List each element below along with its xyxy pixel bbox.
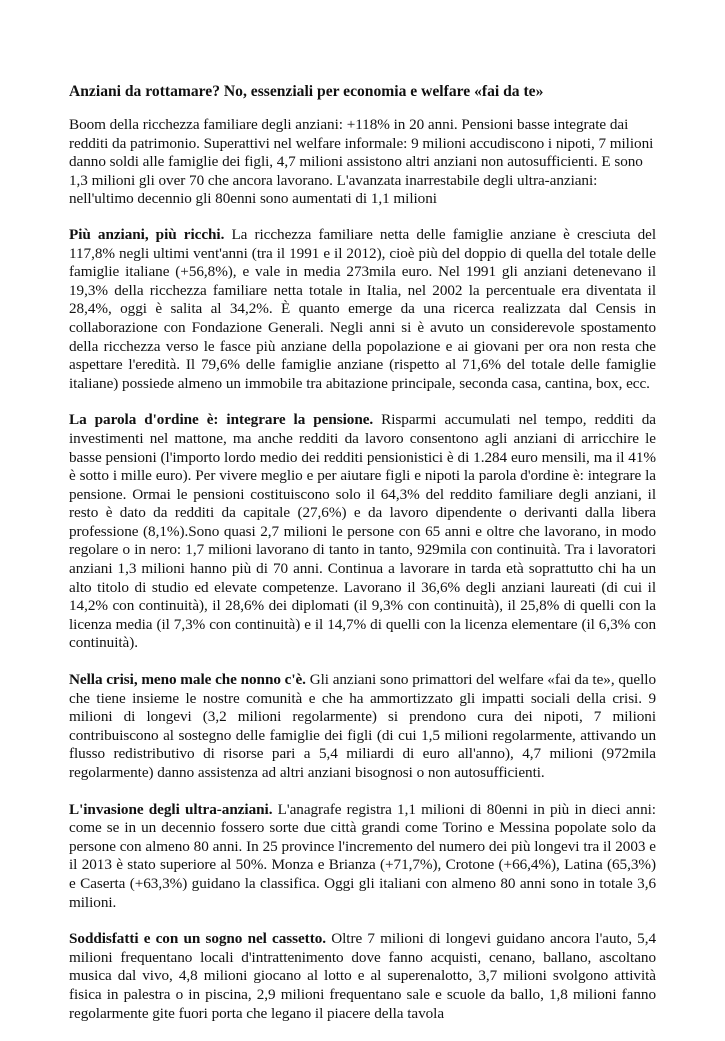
section-paragraph-1 [69,226,656,393]
section-body-4: L'anagrafe registra 1,1 milioni di 80enni in più in dieci anni: come se in un decennio fossero sorte due città grandi come Torino e Messina popolate solo da persone con almeno 80 anni. In 25 province l'incremento del numero dei più longevi tra il 2003 e il 2013 è stato superiore al 50%. Monza e Brianza (+71,7%), Crotone (+66,4%), Latina (65,3%) e Caserta (+63,3%) guidano la classifica. Oggi gli italiani con almeno 80 anni sono in totale 3,6 milioni. [69,800,656,911]
article-title: Anziani da rottamare? No, essenziali per economia e welfare «fai da te» [69,83,544,100]
section-heading-2: La parola d'ordine è: integrare la pensione. [69,411,374,429]
section-paragraph-4 [69,801,656,913]
section-body-3: Gli anziani sono primattori del welfare «fai da te», quello che tiene insieme le nostre comunità e che ha ammortizzato gli impatti sociali della crisi. 9 milioni di longevi (3,2 milioni regolarmente) si prendono cura dei nipoti, 7 milioni contribuiscono al sostegno delle famiglie dei figli (di cui 1,5 milioni regolarmente, attivando un flusso redistributivo di risorse pari a 5,4 miliardi di euro all'anno), 4,7 milioni (972mila regolarmente) danno assistenza ad altri anziani bisognosi o non autosufficienti. [69,671,656,781]
section-heading-3: Nella crisi, meno male che nonno c'è. [69,671,306,689]
section-paragraph-2 [69,411,656,653]
article-intro: Boom della ricchezza familiare degli anziani: +118% in 20 anni. Pensioni basse integrate dai redditi da patrimonio. Superattivi nel welfare informale: 9 milioni accudiscono i nipoti, 7 milioni danno soldi alle famiglie dei figli, 4,7 milioni assistono altri anziani non autosufficienti. E sono 1,3 milioni gli over 70 che ancora lavorano. L'avanzata inarrestabile degli ultra-anziani: nell'ultimo decennio gli 80enni sono aumentati di 1,1 milioni [69,116,654,208]
section-heading-5: Soddisfatti e con un sogno nel cassetto. [69,930,326,948]
document-page [69,82,656,1041]
section-body-5: Oltre 7 milioni di longevi guidano ancora l'auto, 5,4 milioni frequentano locali d'intrattenimento dove fanno acquisti, cenano, ballano, ascoltano musica dal vivo, 4,8 milioni giocano al lotto e al superenalotto, 3,7 milioni svolgono attività fisica in palestra o in piscina, 2,9 milioni frequentano sale e scuole da ballo, 1,8 milioni fanno regolarmente gite fuori porta che legano il piacere della tavola [69,930,656,1022]
section-paragraph-3 [69,671,656,783]
section-heading-1: Più anziani, più ricchi. [69,225,225,243]
section-body-1: La ricchezza familiare netta delle famiglie anziane è cresciuta del 117,8% negli ultimi vent'anni (tra il 1991 e il 2012), cioè più del doppio di quella del totale delle famiglie italiane (+56,8%), e vale in media 273mila euro. Nel 1991 gli anziani detenevano il 19,3% della ricchezza familiare netta totale in Italia, nel 2002 la percentuale era diventata il 28,4%, oggi è salita al 34,2%. È quanto emerge da una ricerca realizzata dal Censis in collaborazione con Fondazione Generali. Negli anni si è avuto un considerevole spostamento della ricchezza verso le fasce più anziane della popolazione e ai giovani per ora non resta che aspettare l'eredità. Il 79,6% delle famiglie anziane (rispetto al 71,6% del totale delle famiglie italiane) possiede almeno un immobile tra abitazione principale, seconda casa, cantina, box, ecc. [69,225,656,392]
section-paragraph-5 [69,930,656,1023]
section-body-2: Risparmi accumulati nel tempo, redditi da investimenti nel mattone, ma anche redditi da lavoro consentono agli anziani di arricchire le basse pensioni (l'importo lordo medio dei redditi pensionistici è di 1.284 euro mensili, ma il 41% è sotto i mille euro). Per vivere meglio e per aiutare figli e nipoti la parola d'ordine è: integrare la pensione. Ormai le pensioni costituiscono solo il 64,3% del reddito familiare degli anziani, il resto è dato da redditi da capitale (27,6%) e da lavoro dipendente o derivanti dalla libera professione (8,1%).Sono quasi 2,7 milioni le persone con 65 anni e oltre che lavorano, in modo regolare o in nero: 1,7 milioni lavorano di tanto in tanto, 929mila con continuità. Tra i lavoratori anziani 1,3 milioni hanno più di 70 anni. Continua a lavorare in tarda età soprattutto chi ha un alto titolo di studio ed elevate competenze. Lavorano il 36,6% degli anziani laureati (di cui il 14,2% con continuità), il 28,6% dei diplomati (il 9,3% con continuità), il 25,8% di quelli con la licenza media (il 7,3% con continuità) e il 14,7% di quelli con la licenza elementare (il 6,3% con continuità). [69,411,656,652]
section-heading-4: L'invasione degli ultra-anziani. [69,800,273,818]
